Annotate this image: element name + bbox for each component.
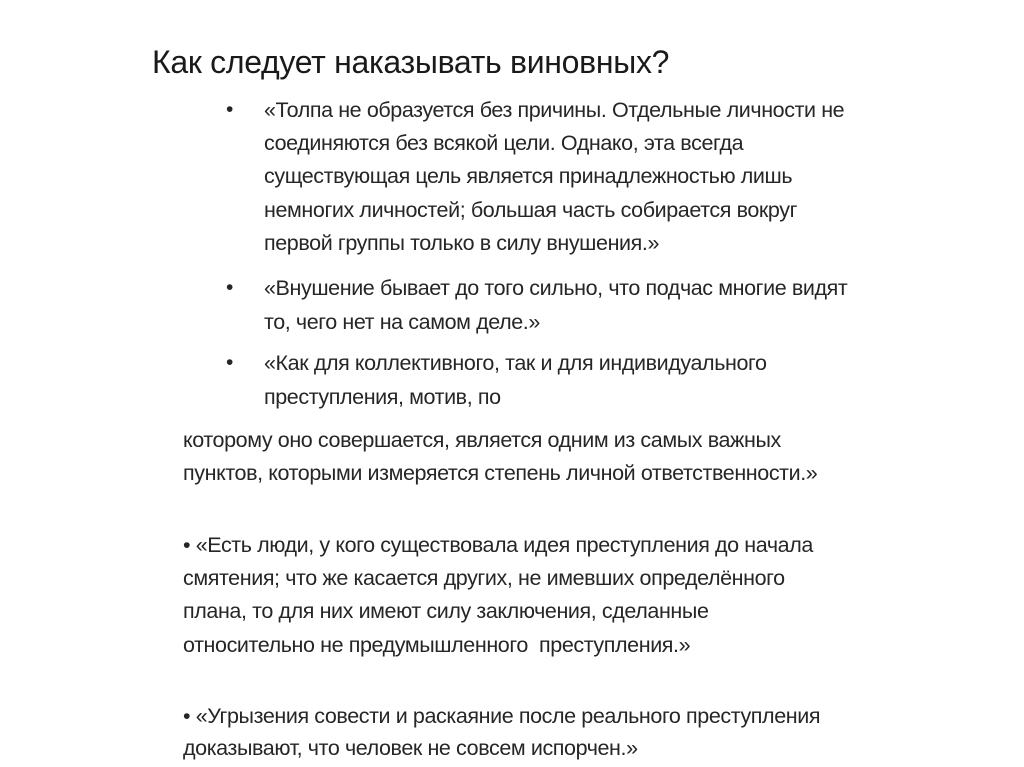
bullet-dot: • [226,98,234,121]
paragraph-line: смятения; что же касается других, не имевших определённого [183,566,785,590]
bullet-2-line: то, чего нет на самом деле.» [264,310,540,334]
bullet-3-line: преступления, мотив, по [264,385,501,409]
bullet-2-line: «Внушение бывает до того сильно, что подчас многие видят [264,276,848,300]
paragraph-line: доказывают, что человек не совсем испорчен.» [183,736,638,760]
slide-title: Как следует наказывать виновных? [152,44,670,80]
bullet-1-line: соединяются без всякой цели. Однако, эта всегда [264,131,744,155]
bullet-3-line: «Как для коллективного, так и для индивидуального [264,351,767,375]
paragraph-line: относительно не предумышленного преступления.» [183,633,691,657]
paragraph-line: • «Угрызения совести и раскаяние после реального преступления [183,704,821,728]
paragraph-line: плана, то для них имеют силу заключения, сделанные [183,599,709,623]
bullet-dot: • [226,276,234,299]
bullet-1-line: «Толпа не образуется без причины. Отдельные личности не [264,98,845,122]
paragraph-line: пунктов, которыми измеряется степень личной ответственности.» [183,461,818,485]
bullet-1-line: немногих личностей; большая часть собирается вокруг [264,198,798,222]
bullet-1-line: первой группы только в силу внушения.» [264,231,660,255]
bullet-dot: • [226,351,234,374]
paragraph-line: • «Есть люди, у кого существовала идея преступления до начала [183,533,813,557]
bullet-1-line: существующая цель является принадлежностью лишь [264,164,793,188]
paragraph-line: которому оно совершается, является одним из самых важных [183,428,781,452]
